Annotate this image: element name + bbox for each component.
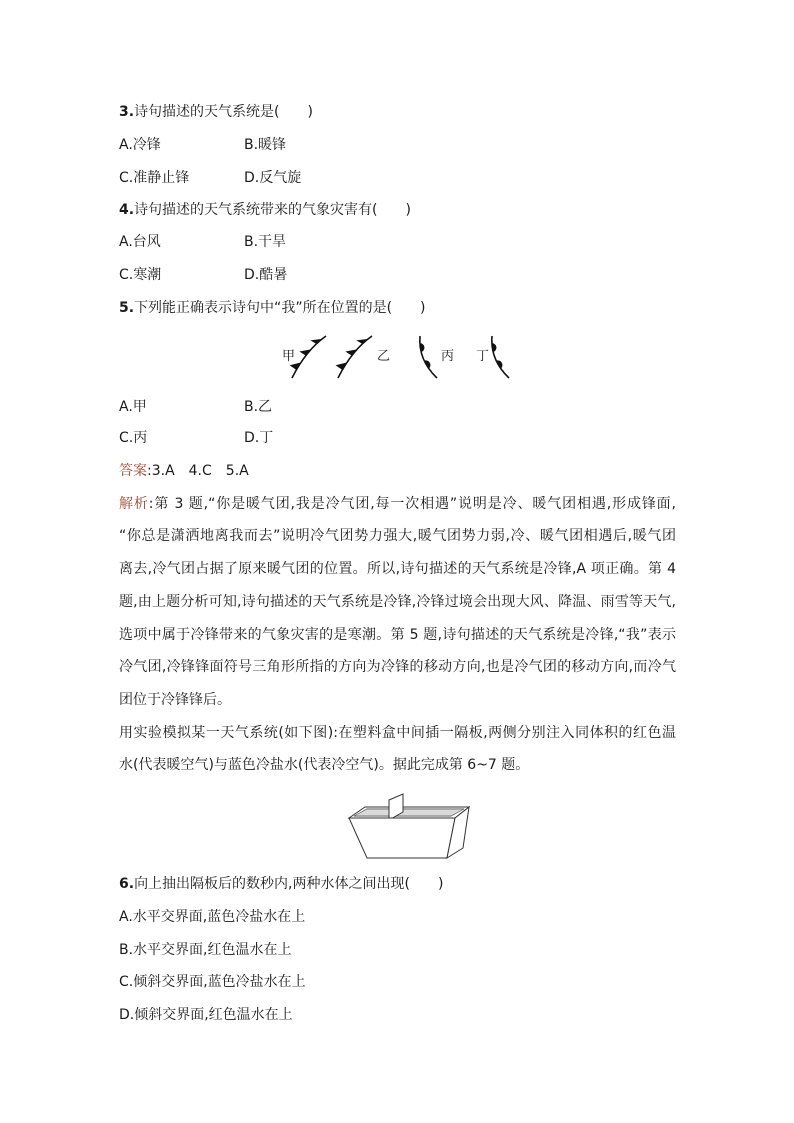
front-triangle — [356, 339, 368, 344]
front-symbols-figure — [280, 330, 520, 385]
front-label-yi: 乙 — [377, 349, 391, 364]
option-a: A.冷锋 — [119, 137, 161, 153]
question-text: 诗句描述的天气系统是( ) — [134, 104, 313, 120]
option-a: A.台风 — [119, 234, 161, 250]
option-d: D.丁 — [244, 430, 274, 446]
analysis-line: 团位于冷锋锋后。 — [119, 692, 231, 708]
question-text: 诗句描述的天气系统带来的气象灾害有( ) — [134, 202, 411, 218]
question-3-stem — [119, 102, 313, 122]
front-label-jia: 甲 — [282, 349, 296, 364]
analysis-line: 题,由上题分析可知,诗句描述的天气系统是冷锋,冷锋过境会出现大风、降温、雨雪等天气, — [119, 594, 676, 610]
intro-line: 水(代表暖空气)与蓝色冷盐水(代表冷空气)。据此完成第 6~7 题。 — [119, 757, 530, 773]
question-number: 3. — [119, 104, 135, 120]
option-c: C.准静止锋 — [119, 170, 190, 186]
front-label-ding: 丁 — [476, 349, 490, 364]
analysis-line: “你总是潇洒地离我而去”说明冷气团势力强大,暖气团势力弱,冷、暖气团相遇后,暖气团 — [119, 528, 676, 544]
answer-line — [119, 461, 249, 481]
option-c: C.寒潮 — [119, 267, 162, 283]
front-line — [492, 336, 509, 378]
cold-front-symbol-jia — [290, 336, 326, 378]
front-triangle — [310, 339, 322, 344]
option-d: D.反气旋 — [244, 170, 302, 186]
option-c: C.丙 — [119, 430, 148, 446]
answer-text: :3.A 4.C 5.A — [147, 463, 249, 479]
question-6-stem — [119, 874, 443, 894]
question-text: 向上抽出隔板后的数秒内,两种水体之间出现( ) — [134, 876, 444, 892]
option-b: B.水平交界面,红色温水在上 — [119, 942, 292, 958]
option-a: A.甲 — [119, 399, 147, 415]
question-number: 5. — [119, 300, 135, 316]
option-b: B.暖锋 — [244, 137, 287, 153]
analysis-line: 离去,冷气团占据了原来暖气团的位置。所以,诗句描述的天气系统是冷锋,A 项正确。第 4 — [119, 561, 676, 577]
option-c: C.倾斜交界面,蓝色冷盐水在上 — [119, 974, 306, 990]
experiment-box-figure — [345, 790, 475, 862]
intro-line: 用实验模拟某一天气系统(如下图):在塑料盒中间插一隔板,两侧分别注入同体积的红色温 — [119, 725, 676, 741]
analysis-text: :第 3 题,“你是暖气团,我是冷气团,每一次相遇”说明是冷、暖气团相遇,形成锋面, — [148, 496, 677, 512]
analysis-line: 冷气团,冷锋锋面符号三角形所指的方向为冷锋的移动方向,也是冷气团的移动方向,而冷气 — [119, 659, 676, 675]
option-d: D.酷暑 — [244, 267, 288, 283]
analysis-line — [119, 494, 676, 514]
front-label-bing: 丙 — [441, 349, 455, 364]
question-number: 6. — [119, 876, 135, 892]
option-b: B.干旱 — [244, 234, 287, 250]
front-line — [292, 336, 326, 378]
warm-front-symbol-ding — [492, 336, 509, 378]
question-4-stem — [119, 200, 411, 220]
front-line — [338, 336, 372, 378]
cold-front-symbol-yi — [336, 336, 372, 378]
answer-label: 答案 — [119, 463, 147, 479]
front-line — [420, 336, 437, 378]
box-front-face — [349, 818, 455, 858]
analysis-line: 选项中属于冷锋带来的气象灾害的是寒潮。第 5 题,诗句描述的天气系统是冷锋,“我”表示 — [119, 627, 676, 643]
option-d: D.倾斜交界面,红色温水在上 — [119, 1007, 293, 1023]
option-b: B.乙 — [244, 399, 273, 415]
question-5-stem — [119, 298, 426, 318]
analysis-label: 解析 — [119, 496, 149, 512]
warm-front-symbol-bing — [420, 336, 437, 378]
question-text: 下列能正确表示诗句中“我”所在位置的是( ) — [134, 300, 426, 316]
question-number: 4. — [119, 202, 135, 218]
option-a: A.水平交界面,蓝色冷盐水在上 — [119, 909, 306, 925]
